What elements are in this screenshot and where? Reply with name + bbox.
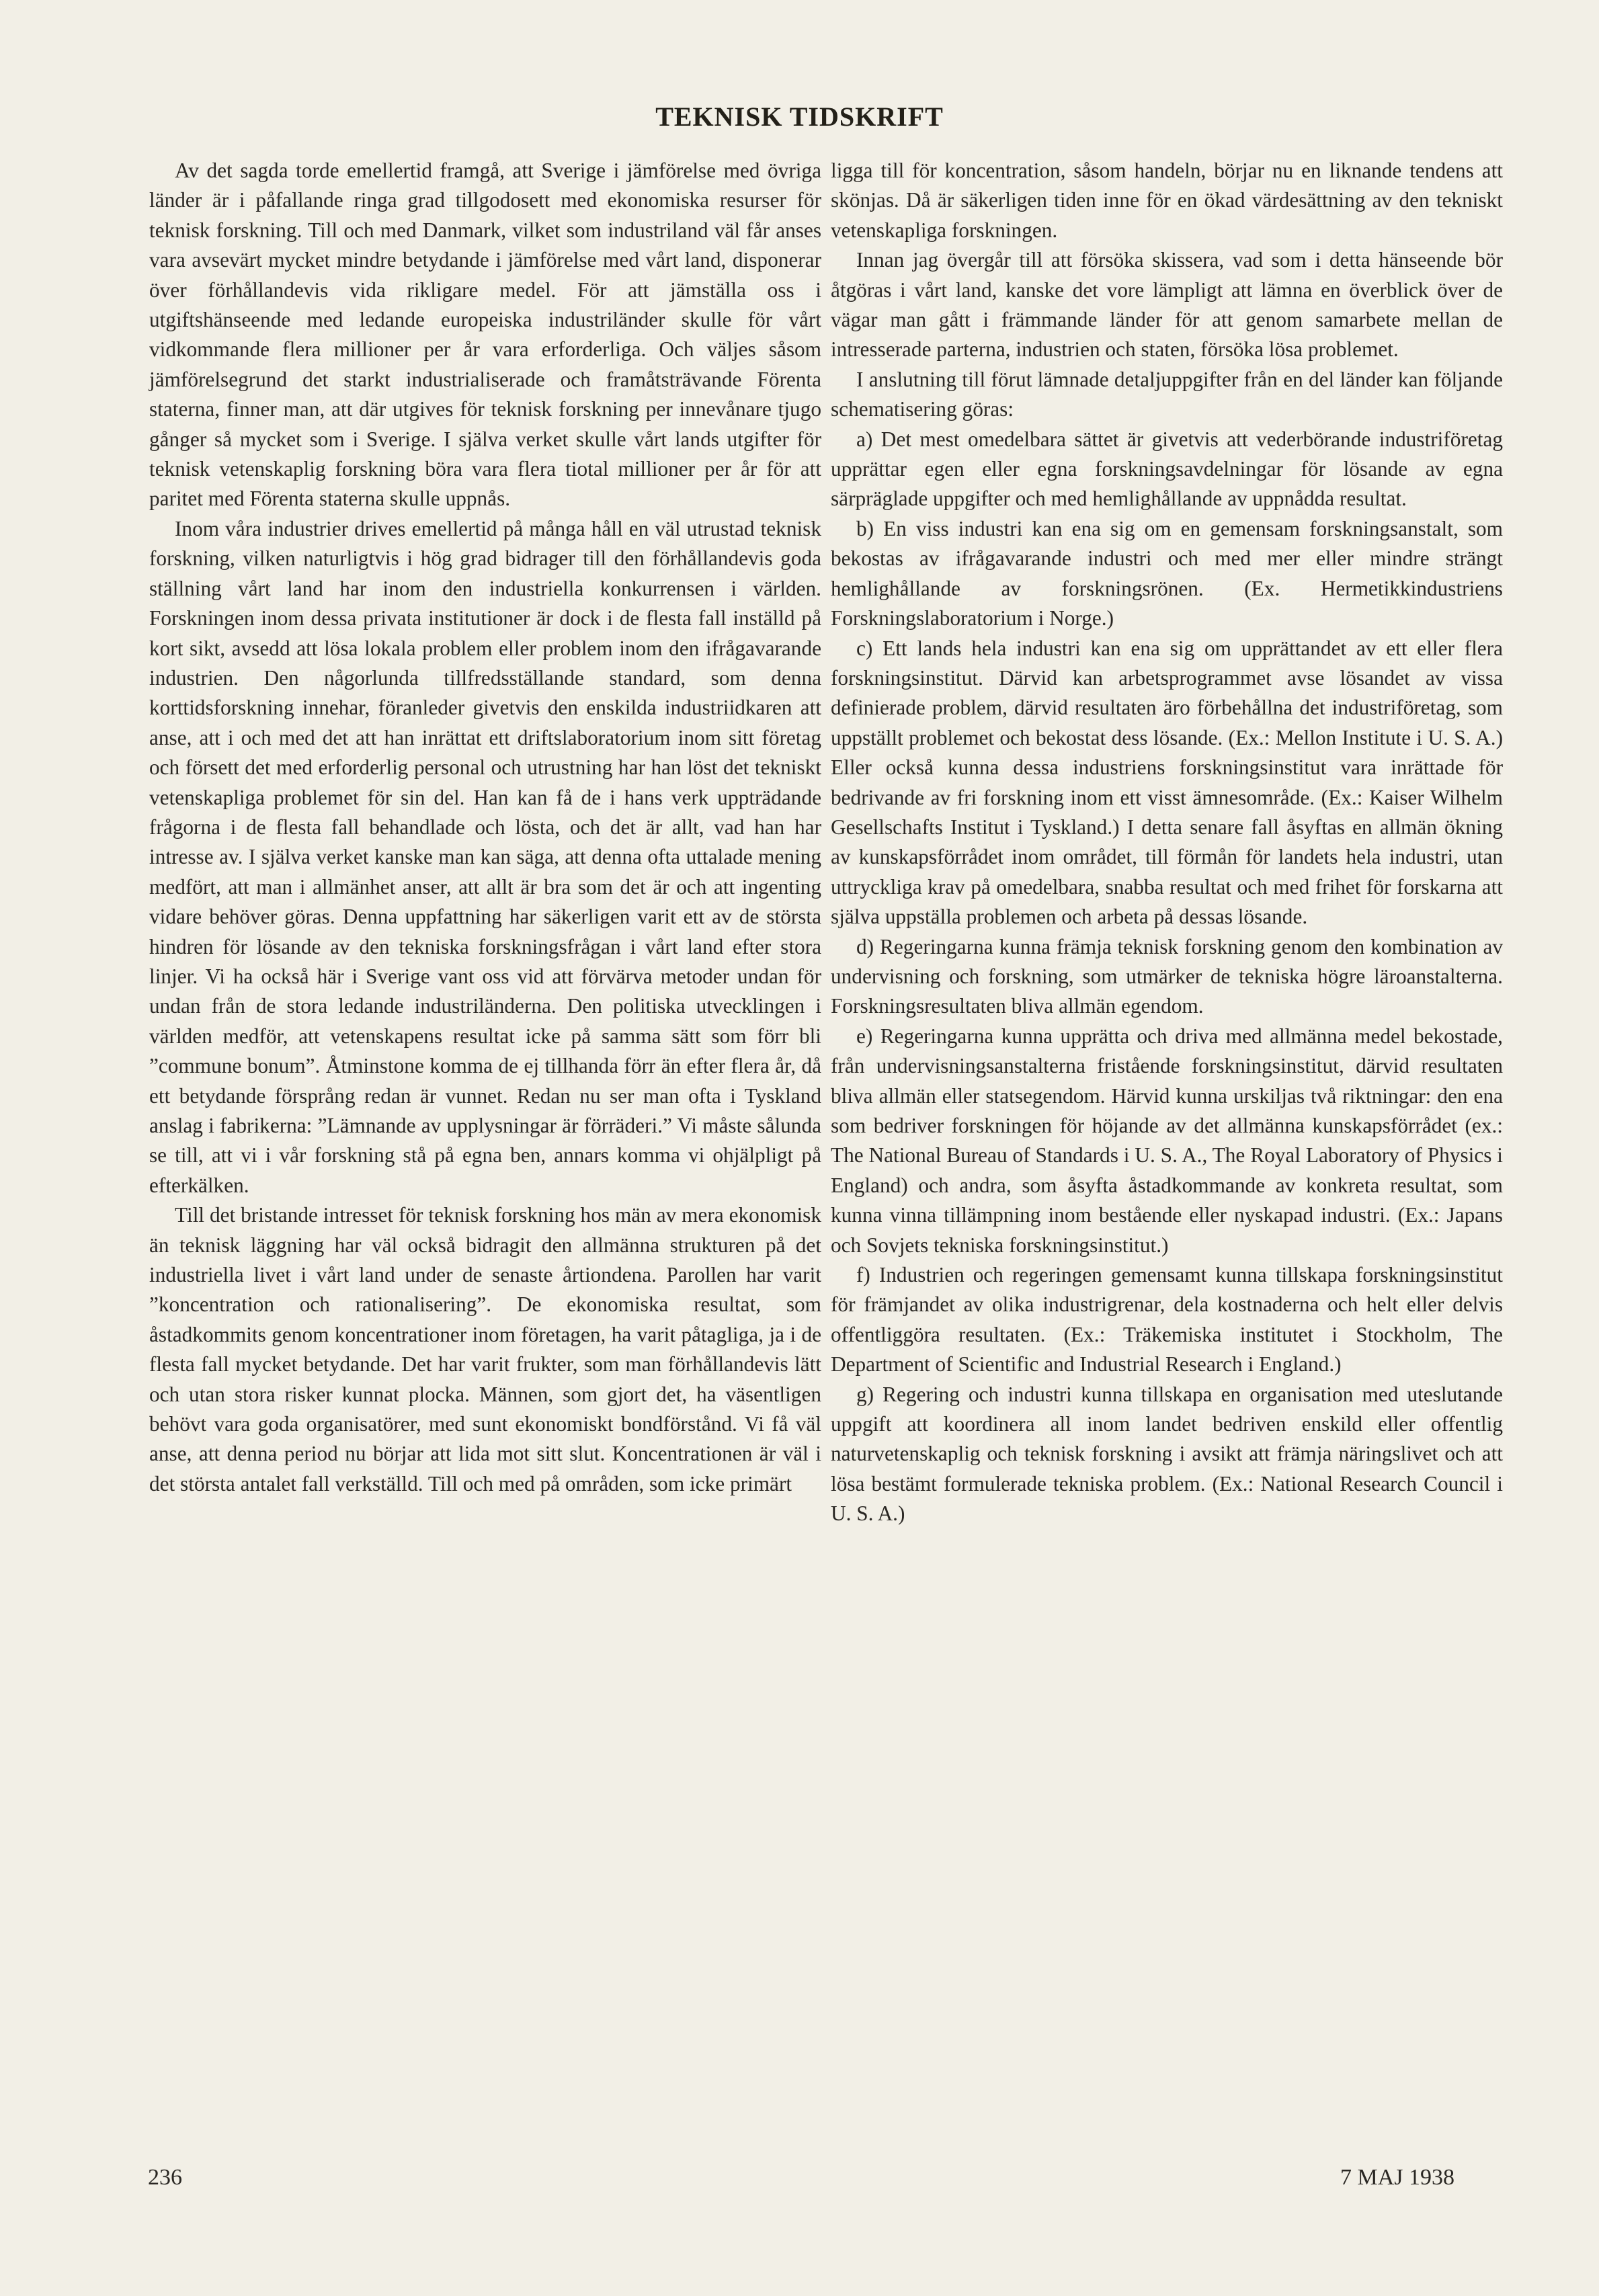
paragraph: ligga till för koncentration, såsom handeln, börjar nu en liknande tendens att skönjas. Då är säkerligen tiden inne för en ökad värdesättning av den tekniskt vetenskapliga forskningen. (831, 159, 1503, 242)
list-item-g: g) Regering och industri kunna tillskapa en organisation med uteslutande uppgift att koordinera all inom landet bedriven enskild eller offentlig naturvetenskaplig och teknisk forskning i avsikt att främja näringslivet och att lösa bestämt formulerade tekniska problem. (Ex.: National Research Council i U. S. A.) (831, 1382, 1503, 1526)
paragraph: I anslutning till förut lämnade detaljuppgifter från en del länder kan följande schematisering göras: (831, 367, 1503, 421)
paragraph: Av det sagda torde emellertid framgå, att Sverige i jämförelse med övriga länder är i påfallande ringa grad tillgodosett med ekonomiska resurser för teknisk forskning. Till och med Danmark, vilket som industriland väl får anses vara avsevärt mycket mindre betydande i jämförelse med vårt land, disponerar över förhållandevis vida rikligare medel. För att jämställa oss i utgiftshänseende med ledande europeiska industriländer skulle för vårt vidkommande flera millioner per år vara erforderliga. Och väljes såsom jämförelsegrund det starkt industrialiserade och framåtsträvande Förenta staterna, finner man, att där utgives för teknisk forskning per innevånare tjugo gånger så mycket som i Sverige. I själva verket skulle vårt lands utgifter för teknisk vetenskaplig forskning böra vara flera tiotal millioner per år för att paritet med Förenta staterna skulle uppnås. (149, 159, 821, 511)
list-item-a: a) Det mest omedelbara sättet är givetvis att vederbörande industriföretag upprättar egen eller egna forskningsavdelningar för lösande av egna särpräglade uppgifter och med hemlighållande av uppnådda resultat. (831, 427, 1503, 511)
list-item-e: e) Regeringarna kunna upprätta och driva med allmänna medel bekostade, från undervisningsanstalterna fristående forskningsinstitut, därvid resultaten bliva allmän eller statsegendom. Härvid kunna urskiljas två riktningar: den ena som bedriver forskningen för höjande av det allmänna kunskapsförrådet (ex.: The National Bureau of Standards i U. S. A., The Royal Laboratory of Physics i England) och andra, som åsyfta åstadkommande av konkreta resultat, som kunna vinna tillämpning inom bestående eller nyskapad industri. (Ex.: Japans och Sovjets tekniska forskningsinstitut.) (831, 1024, 1503, 1257)
list-item-d: d) Regeringarna kunna främja teknisk forskning genom den kombination av undervisning och forskning, som utmärker de tekniska högre läroanstalterna. Forskningsresultaten bliva allmän egendom. (831, 934, 1503, 1018)
paragraph: Innan jag övergår till att försöka skissera, vad som i detta hänseende bör åtgöras i vårt land, kanske det vore lämpligt att lämna en överblick över de vägar man gått i främmande länder för att genom samarbete mellan de intresserade parterna, industrien och staten, försöka lösa problemet. (831, 248, 1503, 362)
running-header: TEKNISK TIDSKRIFT (655, 101, 944, 132)
list-item-c: c) Ett lands hela industri kan ena sig om upprättandet av ett eller flera forskningsinstitut. Därvid kan arbetsprogrammet avse lösandet av vissa definierade problem, därvid resultaten äro förbehållna det industriföretag, som uppställt problemet och bekostat dess lösande. (Ex.: Mellon Institute i U. S. A.) Eller också kunna dessa industriens forskningsinstitut vara inrättade för bedrivande av fri forskning inom ett visst ämnesområde. (Ex.: Kaiser Wilhelm Gesellschafts Institut i Tyskland.) I detta senare fall åsyftas en allmän ökning av kunskapsförrådet inom området, till förmån för landets hela industri, utan uttryckliga krav på omedelbara, snabba resultat och med frihet för forskarna att själva uppställa problemen och arbeta på dessas lösande. (831, 636, 1503, 929)
page-number: 236 (148, 2165, 182, 2190)
list-item-f: f) Industrien och regeringen gemensamt kunna tillskapa forskningsinstitut för främjandet av olika industrigrenar, dela kostnaderna och helt eller delvis offentliggöra resultaten. (Ex.: Träkemiska institutet i Stockholm, The Department of Scientific and Industrial Research i England.) (831, 1263, 1503, 1377)
paragraph: Inom våra industrier drives emellertid på många håll en väl utrustad teknisk forskning, vilken naturligtvis i hög grad bidrager till den förhållandevis goda ställning vårt land har inom den industriella konkurrensen i världen. Forskningen inom dessa privata institutioner är dock i de flesta fall inställd på kort sikt, avsedd att lösa lokala problem eller problem inom den ifrågavarande industrien. Den någorlunda tillfredsställande standard, som denna korttidsforskning innehar, föranleder givetvis den enskilda industriidkaren att anse, att i och med det att han inrättat ett driftslaboratorium inom sitt företag och försett det med erforderlig personal och utrustning har han löst det tekniskt vetenskapliga problemet för sin del. Han kan få de i hans verk uppträdande frågorna i de flesta fall behandlade och lösta, och det är allt, vad han har intresse av. I själva verket kanske man kan säga, att denna ofta uttalade mening medfört, att man i allmänhet anser, att allt är bra som det är och att ingenting vidare behöver göras. Denna uppfattning har säkerligen varit ett av de största hindren för lösande av den tekniska forskningsfrågan i vårt land efter stora linjer. Vi ha också här i Sverige vant oss vid att förvärva metoder undan för undan från de stora ledande industriländerna. Den politiska utvecklingen i världen medför, att vetenskapens resultat icke på samma sätt som förr bli ”commune bonum”. Åtminstone komma de ej tillhanda förr än efter flera år, då ett betydande försprång redan är vunnet. Redan nu ser man ofta i Tyskland anslag i fabrikerna: ”Lämnande av upplysningar är förräderi.” Vi måste sålunda se till, att vi i vår forskning stå på egna ben, annars komma vi ohjälpligt på efterkälken. (149, 516, 821, 1197)
right-column (831, 156, 1503, 1529)
issue-date: 7 MAJ 1938 (1340, 2165, 1455, 2190)
left-column (149, 156, 821, 1499)
paragraph: Till det bristande intresset för teknisk forskning hos män av mera ekonomisk än teknisk läggning har väl också bidragit den allmänna strukturen på det industriella livet i vårt land under de senaste årtiondena. Parollen har varit ”koncentration och rationalisering”. De ekonomiska resultat, som åstadkommits genom koncentrationer inom företagen, ha varit påtagliga, ja i de flesta fall mycket betydande. Det har varit frukter, som man förhållandevis lätt och utan stora risker kunnat plocka. Männen, som gjort det, ha väsentligen behövt vara goda organisatörer, med sunt ekonomiskt bondförstånd. Vi få väl anse, att denna period nu börjar att lida mot sitt slut. Koncentrationen är väl i det största antalet fall verkställd. Till och med på områden, som icke primärt (149, 1203, 821, 1495)
list-item-b: b) En viss industri kan ena sig om en gemensam forskningsanstalt, som bekostas av ifrågavarande industri och med mer eller mindre strängt hemlighållande av forskningsrönen. (Ex. Hermetikkindustriens Forskningslaboratorium i Norge.) (831, 516, 1503, 630)
